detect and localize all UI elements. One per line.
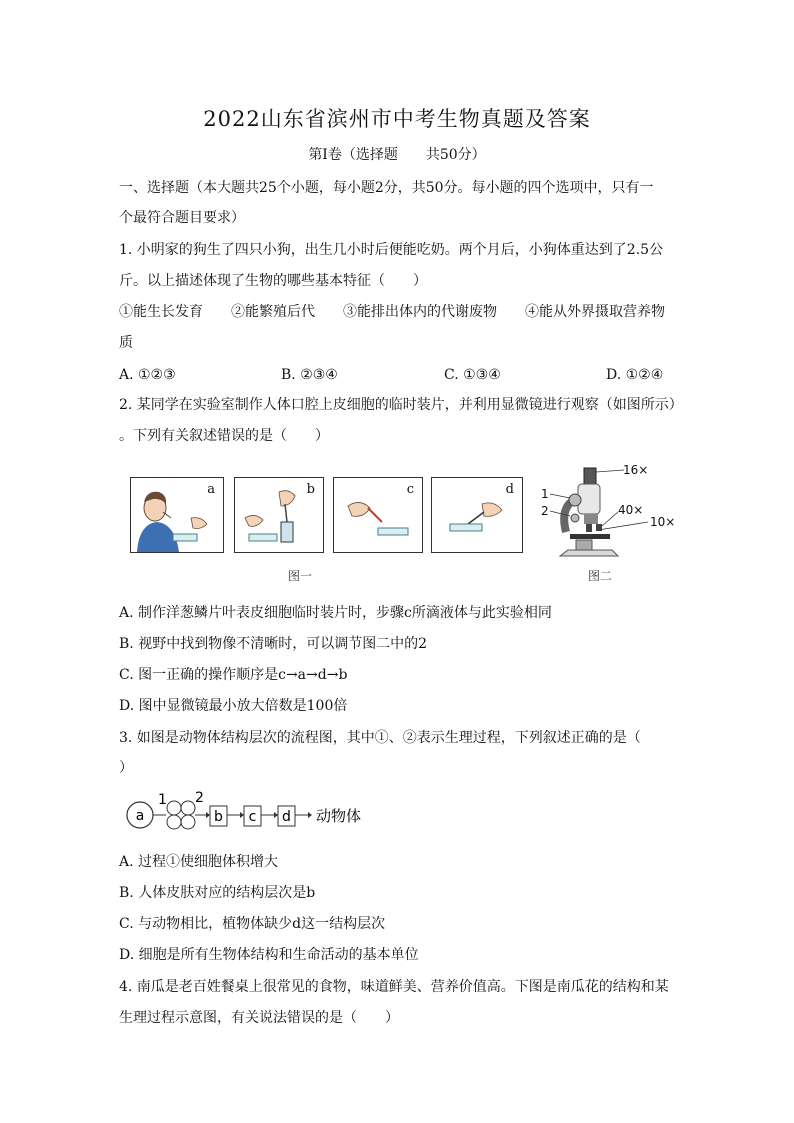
fig1-panel-c — [333, 477, 423, 553]
q1-item-3: ③能排出体内的代谢废物 — [343, 304, 497, 320]
flow-label-b: b — [214, 809, 223, 825]
label-part-2: 2 — [541, 504, 549, 518]
q2-stem-line1: 2. 某同学在实验室制作人体口腔上皮细胞的临时装片，并利用显微镜进行观察（如图所示） — [119, 397, 683, 413]
label-eyepiece-16x: 16× — [623, 463, 649, 477]
q1-items-wrap: 质 — [119, 335, 133, 351]
panel-letter-d: d — [505, 482, 514, 497]
flow-label-end: 动物体 — [316, 807, 362, 825]
q2-option-d: D. 图中显微镜最小放大倍数是100倍 — [119, 698, 348, 714]
microscope-diagram — [540, 460, 675, 565]
q1-option-d: D. ①②④ — [606, 367, 664, 383]
fig1-panel-d — [431, 477, 523, 553]
q1-option-a: A. ①②③ — [119, 367, 176, 383]
page-title: 2022山东省滨州市中考生物真题及答案 — [203, 107, 591, 131]
flow-step-1: 1 — [158, 792, 167, 808]
section-heading-line1: 一、选择题（本大题共25个小题，每小题2分，共50分。每小题的四个选项中，只有一 — [119, 180, 654, 196]
q2-option-b: B. 视野中找到物像不清晰时，可以调节图二中的2 — [119, 636, 428, 652]
flow-label-a: a — [135, 808, 145, 824]
q1-item-4: ④能从外界摄取营养物 — [525, 304, 665, 320]
panel-letter-a: a — [207, 482, 215, 497]
fig2-caption: 图二 — [588, 569, 613, 583]
q1-options-row — [119, 365, 679, 385]
label-objective-10x: 10× — [650, 515, 676, 529]
label-part-1: 1 — [541, 487, 549, 501]
fig1-panel-b — [234, 477, 324, 553]
panel-letter-c: c — [406, 482, 414, 497]
q1-option-c: C. ①③④ — [444, 367, 501, 383]
q1-stem-line1: 1. 小明家的狗生了四只小狗，出生几小时后便能吃奶。两个月后，小狗体重达到了2.5公 — [119, 242, 664, 258]
q3-option-c: C. 与动物相比，植物体缺少d这一结构层次 — [119, 916, 386, 932]
cell-cluster-icon — [167, 801, 181, 815]
flow-label-c: c — [248, 809, 257, 825]
arrow-icon — [206, 812, 210, 818]
q3-stem-line1: 3. 如图是动物体结构层次的流程图，其中①、②表示生理过程，下列叙述正确的是（ — [119, 730, 641, 746]
arrow-icon — [308, 812, 312, 818]
q2-stem-line2: 。下列有关叙述错误的是（ ） — [119, 428, 329, 444]
arrow-icon — [240, 812, 244, 818]
q3-option-d: D. 细胞是所有生物体结构和生命活动的基本单位 — [119, 947, 419, 963]
q3-option-b: B. 人体皮肤对应的结构层次是b — [119, 885, 316, 901]
fig1-panel-a — [130, 477, 224, 553]
q2-option-c: C. 图一正确的操作顺序是c→a→d→b — [119, 667, 348, 683]
q3-stem-line2: ） — [119, 760, 133, 776]
q1-stem-line2: 斤。以上描述体现了生物的哪些基本特征（ ） — [119, 273, 427, 289]
structure-flow-diagram — [120, 788, 380, 838]
flow-label-d: d — [282, 809, 291, 825]
q4-stem-line1: 4. 南瓜是老百姓餐桌上很常见的食物，味道鲜美、营养价值高。下图是南瓜花的结构和某 — [119, 979, 669, 995]
q3-option-a: A. 过程①使细胞体积增大 — [119, 854, 279, 870]
q1-item-1: ①能生长发育 — [119, 304, 203, 320]
q1-item-2: ②能繁殖后代 — [231, 304, 315, 320]
section-heading-line2: 个最符合题目要求） — [119, 210, 245, 226]
q4-stem-line2: 生理过程示意图，有关说法错误的是（ ） — [119, 1010, 399, 1026]
q2-option-a: A. 制作洋葱鳞片叶表皮细胞临时装片时，步骤c所滴液体与此实验相同 — [119, 605, 552, 621]
q1-option-b: B. ②③④ — [281, 367, 338, 383]
arrow-icon — [274, 812, 278, 818]
part-subtitle: 第Ⅰ卷（选择题 共50分） — [308, 147, 486, 163]
flow-step-2: 2 — [195, 790, 204, 806]
label-objective-40x: 40× — [618, 503, 644, 517]
fig1-caption: 图一 — [288, 569, 313, 583]
panel-letter-b: b — [306, 482, 315, 497]
q1-items-row — [119, 302, 679, 322]
